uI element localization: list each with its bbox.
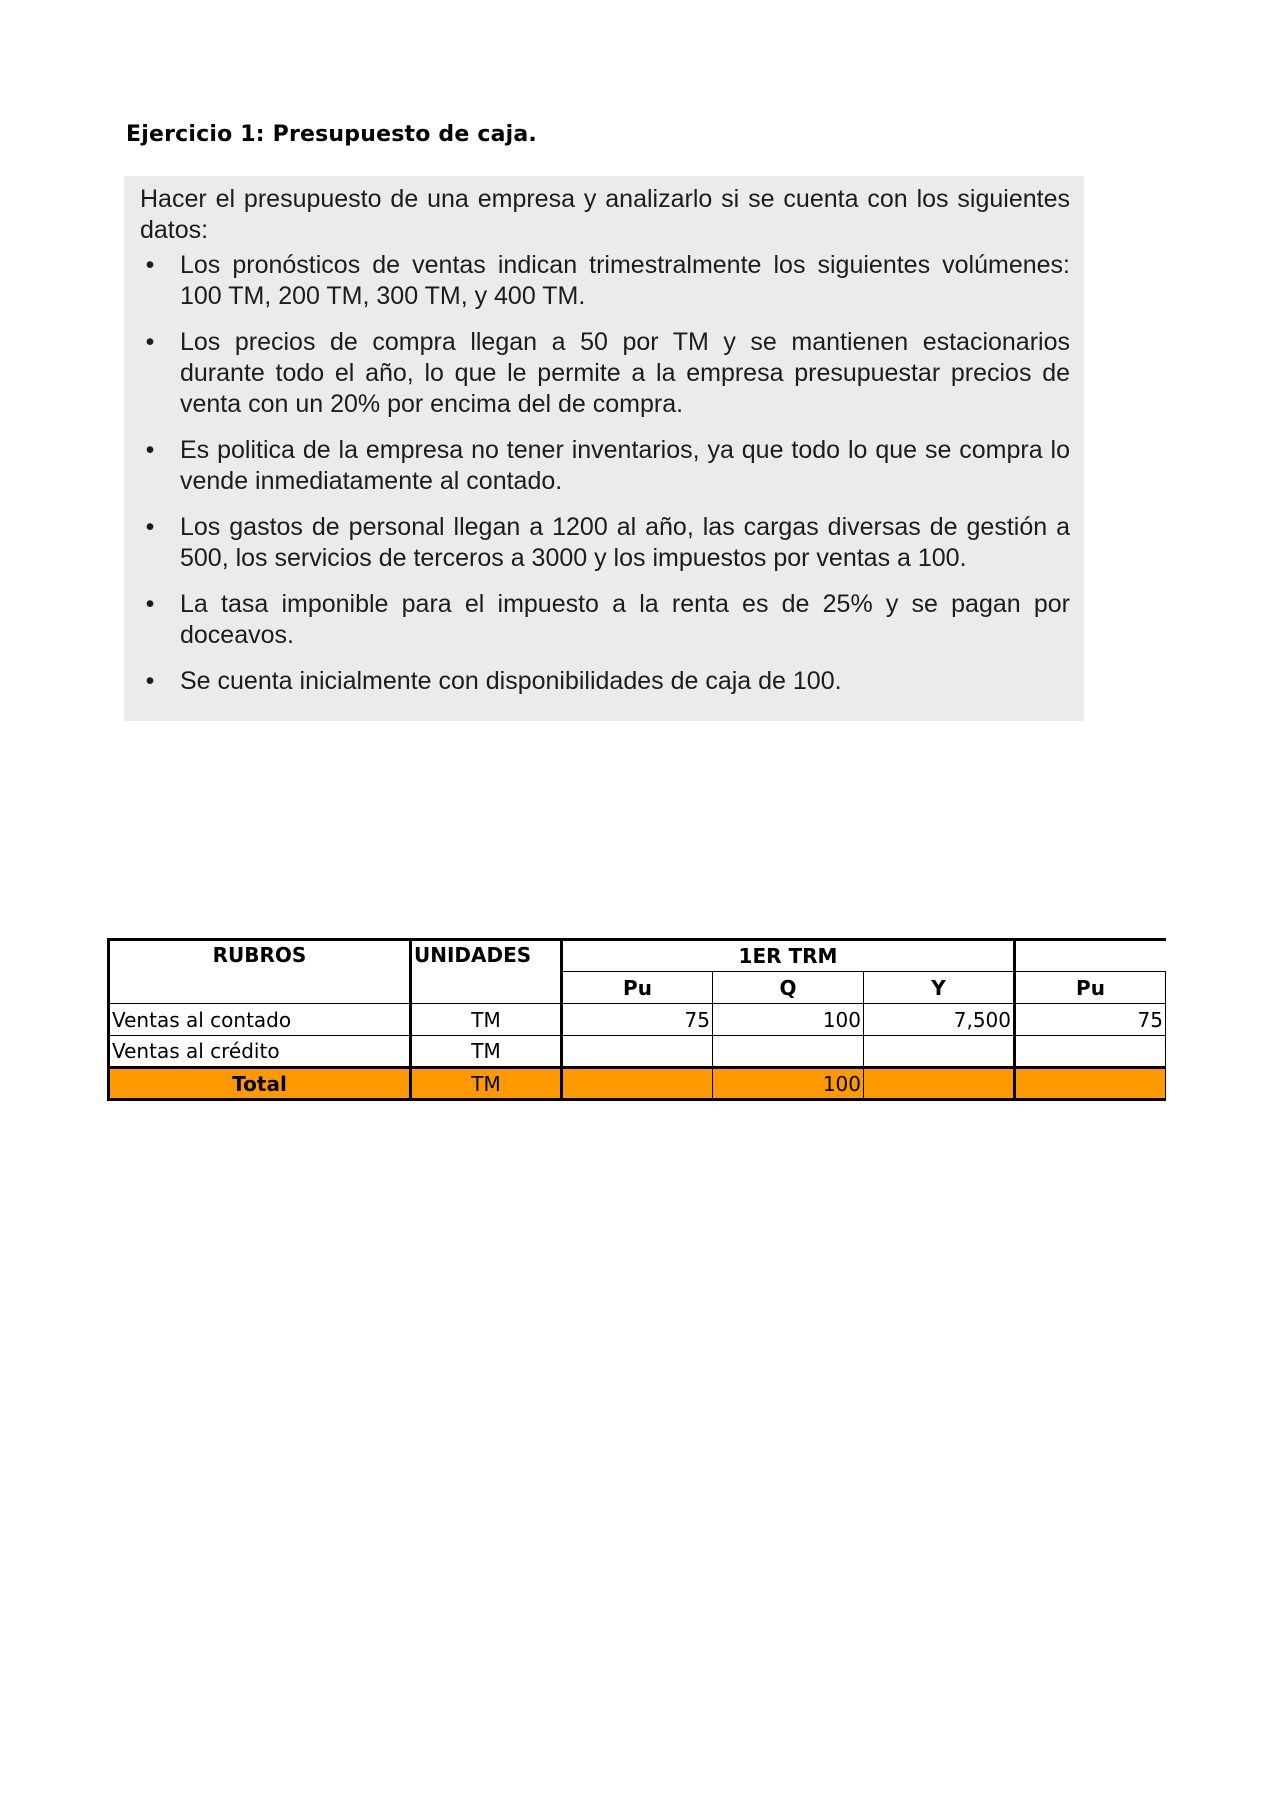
- bullet-icon: •: [145, 328, 155, 356]
- bullet-icon: •: [145, 513, 155, 541]
- cell-q[interactable]: [713, 1036, 864, 1068]
- cell-unidad[interactable]: TM: [411, 1036, 562, 1068]
- instruction-item: [140, 435, 1070, 497]
- header-rubros[interactable]: RUBROS: [109, 940, 411, 1004]
- instruction-item: [140, 250, 1070, 312]
- header-unidades[interactable]: UNIDADES: [411, 940, 562, 1004]
- header-pu-next[interactable]: Pu: [1015, 972, 1166, 1004]
- cell-pu-next[interactable]: [1015, 1036, 1166, 1068]
- instruction-text: Los precios de compra llegan a 50 por TM y se mantienen estacionarios durante todo el año, lo que le permite a la empresa presupuestar precios de venta con un 20% por encima del de compra.: [180, 328, 1070, 418]
- cell-total-pu-next[interactable]: [1015, 1068, 1166, 1100]
- cell-q[interactable]: 100: [713, 1004, 864, 1036]
- header-q[interactable]: Q: [713, 972, 864, 1004]
- document-title: Ejercicio 1: Presupuesto de caja.: [126, 122, 537, 147]
- cell-total-pu[interactable]: [562, 1068, 713, 1100]
- cell-total-label[interactable]: Total: [109, 1068, 411, 1100]
- bullet-icon: •: [145, 590, 155, 618]
- instruction-item: [140, 589, 1070, 651]
- instruction-text: La tasa imponible para el impuesto a la renta es de 25% y se pagan por doceavos.: [180, 590, 1070, 649]
- cell-total-y[interactable]: [864, 1068, 1015, 1100]
- cell-pu-next[interactable]: 75: [1015, 1004, 1166, 1036]
- cell-total-unidad[interactable]: TM: [411, 1068, 562, 1100]
- bullet-icon: •: [145, 251, 155, 279]
- cash-budget-table: [107, 938, 1166, 1101]
- table-total-row: [109, 1068, 1166, 1100]
- instruction-text: Los pronósticos de ventas indican trimestralmente los siguientes volúmenes: 100 TM, 200 TM, 300 TM, y 400 TM.: [180, 251, 1070, 310]
- instruction-text: Los gastos de personal llegan a 1200 al año, las cargas diversas de gestión a 500, los servicios de terceros a 3000 y los impuestos por ventas a 100.: [180, 513, 1070, 572]
- cell-unidad[interactable]: TM: [411, 1004, 562, 1036]
- header-pu[interactable]: Pu: [562, 972, 713, 1004]
- table-row: [109, 1004, 1166, 1036]
- bullet-icon: •: [145, 436, 155, 464]
- header-period-1er-trm[interactable]: 1ER TRM: [562, 940, 1015, 972]
- instruction-item: [140, 666, 1070, 697]
- header-period-next[interactable]: [1015, 940, 1166, 972]
- header-y[interactable]: Y: [864, 972, 1015, 1004]
- scanned-instructions-image: [124, 176, 1084, 721]
- cell-pu[interactable]: 75: [562, 1004, 713, 1036]
- bullet-icon: •: [145, 667, 155, 695]
- instructions-intro: Hacer el presupuesto de una empresa y analizarlo si se cuenta con los siguientes datos:: [140, 185, 1070, 244]
- instruction-text: Se cuenta inicialmente con disponibilidades de caja de 100.: [180, 667, 842, 695]
- cell-pu[interactable]: [562, 1036, 713, 1068]
- cell-rubro[interactable]: Ventas al crédito: [109, 1036, 411, 1068]
- instruction-item: [140, 327, 1070, 420]
- instructions-list: [140, 250, 1070, 697]
- instruction-item: [140, 512, 1070, 574]
- cell-rubro[interactable]: Ventas al contado: [109, 1004, 411, 1036]
- cell-total-q[interactable]: 100: [713, 1068, 864, 1100]
- cell-y[interactable]: [864, 1036, 1015, 1068]
- table-header-row: [109, 940, 1166, 972]
- instruction-text: Es politica de la empresa no tener inventarios, ya que todo lo que se compra lo vende inmediatamente al contado.: [180, 436, 1070, 495]
- table-row: [109, 1036, 1166, 1068]
- cell-y[interactable]: 7,500: [864, 1004, 1015, 1036]
